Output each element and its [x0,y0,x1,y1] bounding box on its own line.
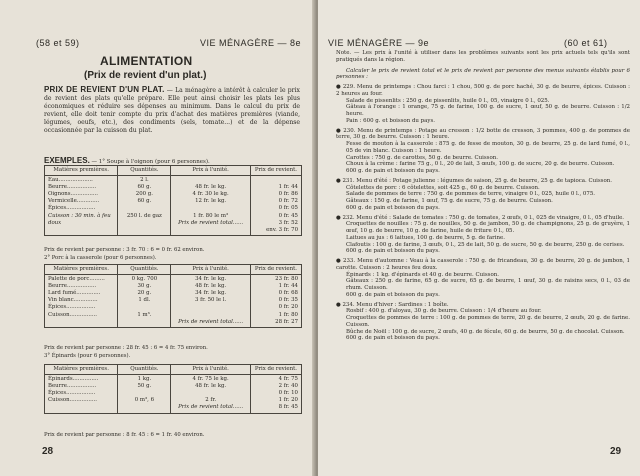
page-number-left: 28 [42,446,54,457]
table-cell: 0 m³, 6 [134,397,155,404]
running-head-left: VIE MÉNAGÈRE — 8e [200,38,302,48]
table-cell: Épices................. [48,390,96,397]
table-cell: 48 fr. le kg. [195,184,227,191]
table-cell: Vermicelle............. [48,198,100,205]
col-header: Quantités. [118,265,171,275]
menu-line: Gâteaux : 250 g. de farine, 65 g. de sucre, 65 g. de beurre, 1 œuf, 30 g. de raisins secs, 0 l., 03 de rhum. Cuisson. [346,278,630,291]
example-caption-3: 3° Épinards (pour 6 personnes). [44,353,131,359]
table-cell: 2 fr. [205,397,217,404]
menu-230 [336,128,630,175]
table-cell: 48 fr. le kg. [195,383,227,390]
table-cell: Épices................. [48,304,96,311]
page-range-right: (60 et 61) [564,38,608,48]
table-cell: 1 fr. 80 le m³ [193,212,229,219]
menu-line: 600 g. de pain et boisson du pays. [346,204,440,211]
table-cell: 0 fr. 72 [278,198,298,205]
running-head-right: VIE MÉNAGÈRE — 9e [328,38,430,48]
table-cell: 1 fr. 44 [278,184,298,191]
table-cell [174,205,246,212]
quantity-column [118,375,171,413]
exercise-text [336,50,630,342]
menu-line: Croquettes de nouilles : 75 g. de nouilles, 50 g. de jambon, 50 g. de champignons, 25 g. de gruyère, 1 œuf, 10 g. de beurre, 10 g. de farine, huile de friture 0 l., 05. [346,221,630,234]
table-cell: 50 g. [137,383,152,390]
table-cell: 34 fr. le kg. [195,276,227,283]
intro-heading: PRIX DE REVIENT D'UN PLAT. [44,85,165,94]
menu-232 [336,215,630,256]
example-caption-1: — 1° Soupe à l'oignon (pour 6 personnes). [89,159,210,165]
quantity-column [118,275,171,328]
menu-line: Choux à la crème : farine 75 g., 0 l., 20 de lait, 3 œufs, 100 g. de sucre, 20 g. de beurre. Cuisson. [346,161,615,168]
total-value: 28 fr. 27 [275,318,298,325]
table-cell: 0 fr. 68 [278,290,298,297]
menu-line: 600 g. de pain et boisson du pays. [346,335,440,342]
total-value: 3 fr. 52 [278,219,298,226]
table-cell: 4 fr. 75 [278,376,298,383]
table-cell: 0 fr. 86 [278,191,298,198]
menu-line: Clafoutis : 100 g. de farine, 3 œufs, 0 l., 25 de lait, 50 g. de sucre, 50 g. de beurre, 250 g. de cerises. [346,241,625,248]
table-header-row [45,265,302,275]
table-cell: 1 dl. [138,297,151,304]
examples-label: EXEMPLES. [44,156,90,165]
table-cell: 1 fr. 80 [278,311,298,318]
menu-line: Côtelettes de porc : 6 côtelettes, soit 425 g., 60 g. de beurre. Cuisson. [346,184,540,191]
menu-line: Laitues au jus : 6 laitues, 100 g. de beurre, 5 g. de farine. [346,234,505,241]
page-range-left: (58 et 59) [36,38,80,48]
example-caption-2: 2° Porc à la casserole (pour 6 personnes). [44,255,157,261]
menu-line: Fesse de mouton à la casserole : 875 g. de fesse de mouton, 30 g. de beurre, 25 g. de lard fumé, 0 l., 05 de vin blanc. Cuisson : 1 heure. [346,141,630,154]
menu-line: 600 g. de pain et boisson du pays. [346,248,440,255]
menu-line: ● 232. Menu d'été : Salade de tomates : 750 g. de tomates, 2 œufs, 0 l., 025 de vinaigre, 0 l., 05 d'huile. [336,214,625,221]
note-paragraph: Note. — Les prix à l'unité à utiliser dans les problèmes suivants sont les prix actuels tels qu'ils sont pratiqués dans la région. [336,50,630,63]
menu-line: Rosbif : 400 g. d'aloyau, 30 g. de beurre. Cuisson : 1/4 d'heure au four. [346,308,542,315]
table-cell: 200 g. [135,191,153,198]
page-number-right: 29 [610,446,622,457]
table-header-row [45,365,302,375]
items-column [45,375,118,413]
menu-234 [336,302,630,343]
table-cell: Épices................. [48,205,96,212]
cost-table-2 [44,264,302,328]
menu-233 [336,258,630,299]
table-cell: 0 fr. 35 [278,297,298,304]
menu-line: Pain : 600 g. et boisson du pays. [346,117,435,124]
table-cell: Épinards............... [48,376,99,383]
col-header: Matières premières. [45,265,118,275]
total-label: Prix de revient total...... [178,318,244,325]
col-header: Quantités. [118,166,171,176]
table-cell: Beurre................. [48,283,97,290]
table-cell [174,312,246,319]
table-cell: Lard fumé.............. [48,290,101,297]
table-cell: 3 fr. 50 le l. [195,297,227,304]
chapter-title: ALIMENTATION [100,54,193,68]
table-cell: 2 l. [140,177,149,184]
per-person-note-1: Prix de revient par personne : 3 fr. 70 : 6 = 0 fr. 62 environ. [44,247,205,253]
total-label: Prix de revient total...... [178,404,244,411]
table-cell: 1 kg. [137,376,152,383]
table-cell [174,390,246,397]
table-cell: 250 l. de gaz [126,212,162,219]
menu-229 [336,84,630,125]
items-column [45,275,118,328]
table-cell: 0 fr. 20 [278,304,298,311]
chapter-subtitle: (Prix de revient d'un plat.) [84,70,207,81]
menu-line: Salade de pommes de terre : 750 g. de pommes de terre, vinaigre 0 l., 025, huile 0 l., 075. [346,191,596,198]
table-cell [254,177,298,184]
table-cell: 34 fr. le kg. [195,290,227,297]
table-cell: 12 fr. le kg. [195,198,227,205]
table-cell: 23 fr. 80 [275,276,298,283]
menu-line: ● 229. Menu de printemps : Chou farci : 1 chou, 500 g. de porc haché, 30 g. de beurre, épices. Cuisson : 2 heures au four. [336,84,630,97]
table-cell: Oignons................ [48,191,98,198]
cost-column [250,176,301,236]
per-person-note-3: Prix de revient par personne : 8 fr. 45 : 6 = 1 fr. 40 environ. [44,432,205,438]
table-cell [174,304,246,311]
col-header: Prix de revient. [250,166,301,176]
cost-table-1 [44,165,302,236]
table-cell: 4 fr. 75 le kg. [192,376,229,383]
menu-line: ● 230. Menu de printemps : Potage au cresson : 1/2 botte de cresson, 3 pommes, 400 g. de pommes de terre, 30 g. de beurre. Cuisson : 1 heure. [336,127,630,141]
table-cell [174,177,246,184]
table-cell: 0 fr. 10 [278,390,298,397]
table-cell: Beurre................. [48,184,97,191]
table-cell: 60 g. [137,198,152,205]
menu-line: ● 233. Menu d'automne : Veau à la casserole : 750 g. de fricandeau, 30 g. de beurre, 20 g. de jambon, 1 carotte. Cuisson : 2 heures feu doux. [336,258,630,271]
right-page [318,0,640,476]
table-cell [121,304,167,311]
table-cell: Cuisson................ [48,311,97,318]
unit-price-column [171,375,250,413]
table-cell: 0 fr. 05 [278,205,298,212]
menu-line: Gâteaux : 150 g. de farine, 1 œuf, 75 g. de sucre, 75 g. de beurre. Cuisson. [346,198,553,204]
table-body [45,176,302,236]
menu-line: ● 231. Menu d'été : Potage julienne : légumes de saison, 25 g. de beurre, 25 g. de tapioca. Cuisson. [336,177,612,184]
items-column [45,176,118,236]
col-header: Prix de revient. [250,365,301,375]
menu-line: 600 g. de pain et boisson du pays. [346,291,440,298]
per-person-note-2: Prix de revient par personne : 28 fr. 45 : 6 = 4 fr. 75 environ. [44,345,208,351]
menu-line: Salade de pissenlits : 250 g. de pissenlits, huile 0 l., 05, vinaigre 0 l., 025. [346,97,550,104]
col-header: Prix de revient. [250,265,301,275]
quantity-column [118,176,171,236]
table-cell: 60 g. [137,184,152,191]
cost-table-3 [44,364,302,414]
menu-line: 600 g. de pain et boisson du pays. [346,168,440,174]
menu-line: Bûche de Noël : 100 g. de sucre, 2 œufs, 40 g. de fécule, 60 g. de beurre, 50 g. de chocolat. Cuisson. [346,328,625,335]
menu-line: Épinards : 1 kg. d'épinards et 40 g. de beurre. Cuisson. [346,271,499,278]
menu-line: Carottes : 750 g. de carottes, 50 g. de beurre. Cuisson. [346,154,498,161]
table-cell: 20 g. [137,290,152,297]
menu-line: Gâteau à l'orange : 1 orange, 75 g. de farine, 100 g. de sucre, 1 œuf, 50 g. de beurre. Cuisson : 1/2 heure. [346,104,630,117]
table-cell [121,205,167,212]
total-label: Prix de revient total...... [178,219,244,226]
table-body [45,275,302,328]
examples-heading [44,156,210,165]
total-value: 8 fr. 45 [278,404,298,411]
menu-line: ● 234. Menu d'hiver : Sardines : 1 boîte. [336,301,449,308]
table-cell: Beurre................. [48,383,97,390]
col-header: Quantités. [118,365,171,375]
table-cell: 0 fr. 45 [278,212,298,219]
col-header: Prix à l'unité. [171,166,250,176]
table-cell: 48 fr. le kg. [195,283,227,290]
table-cell: Eau.................... [48,177,93,184]
cost-column [250,375,301,413]
cost-column [250,275,301,328]
col-header: Prix à l'unité. [171,265,250,275]
instruction: Calculer le prix de revient total et le prix de revient par personne des menus suivants établis pour 6 personnes : [336,67,630,81]
table-cell: 4 fr. 30 le kg. [192,191,229,198]
col-header: Matières premières. [45,365,118,375]
col-header: Matières premières. [45,166,118,176]
table-body [45,375,302,413]
left-page [0,0,316,476]
intro-paragraph [44,86,300,136]
table-cell: Cuisson................ [48,397,97,404]
col-header: Prix à l'unité. [171,365,250,375]
total-rounded: env. 3 fr. 70 [266,226,298,233]
unit-price-column [171,275,250,328]
table-cell: 0 kg. 700 [131,276,158,283]
table-cell: 1 fr. 44 [278,283,298,290]
menu-line: Croquettes de pommes de terre : 100 g. de pommes de terre, 20 g. de beurre, 2 œufs, 20 g. de farine. Cuisson. [346,315,630,328]
table-header-row [45,166,302,176]
table-cell: Cuisson : 30 min. à feu doux [48,212,111,226]
table-cell: 1 fr. 20 [278,397,298,404]
table-cell: 30 g. [137,283,152,290]
table-cell: 1 m³. [137,311,152,318]
menu-231 [336,178,630,212]
table-cell: Palette de porc......... [48,276,105,283]
table-cell: Vin blanc.............. [48,297,98,304]
table-cell: 2 fr. 40 [278,383,298,390]
intro-text: — La ménagère a intérêt à calculer le prix de revient des plats qu'elle prépare. Elle peut ainsi choisir les plats les plus économiques et réduire ses dépenses au minimum. Dans le calcul du prix de revient, elle doit tenir compte du prix d'achat des matières premières (viande, légumes, oeufs, etc.), des condiments (sels, tomate...) et de la dépense occasionnée par la cuisson du plat. [44,87,300,135]
unit-price-column [171,176,250,236]
